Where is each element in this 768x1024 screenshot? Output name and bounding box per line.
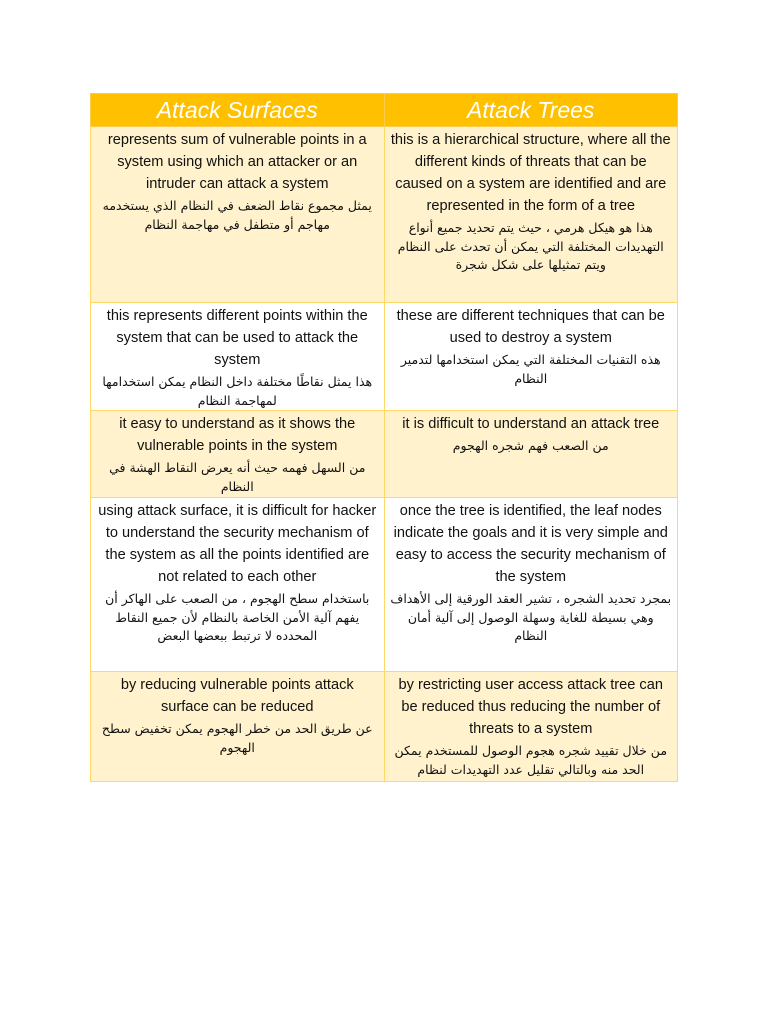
tree-text-en: these are different techniques that can be used to destroy a system bbox=[396, 308, 665, 346]
tree-text-en: it is difficult to understand an attack tree bbox=[402, 416, 660, 432]
tree-text-ar: هذا هو هيكل هرمي ، حيث يتم تحديد جميع أنواع التهديدات المختلفة التي يمكن أن تحدث على النظام ويتم تمثيلها على شكل شجرة bbox=[397, 220, 664, 272]
table-row bbox=[91, 672, 678, 782]
tree-cell bbox=[384, 672, 678, 782]
comparison-table bbox=[90, 93, 678, 782]
surface-cell bbox=[91, 411, 385, 498]
table-row bbox=[91, 498, 678, 672]
surface-cell bbox=[91, 303, 385, 411]
tree-cell bbox=[384, 498, 678, 672]
tree-text-en: this is a hierarchical structure, where all the different kinds of threats that can be caused on a system are identified and are represented in the form of a tree bbox=[390, 132, 671, 214]
surface-cell bbox=[91, 498, 385, 672]
table-row bbox=[91, 411, 678, 498]
surface-text-en: represents sum of vulnerable points in a system using which an attacker or an intruder can attack a system bbox=[107, 132, 367, 192]
tree-text-ar: بمجرد تحديد الشجره ، تشير العقد الورقية إلى الأهداف وهي بسيطة للغاية وسهلة الوصول إلى آلية أمان النظام bbox=[390, 591, 672, 643]
table-row bbox=[91, 303, 678, 411]
surface-text-en: this represents different points within the system that can be used to attack the system bbox=[106, 308, 368, 368]
header-row bbox=[91, 94, 678, 127]
header-attack-trees: Attack Trees bbox=[384, 94, 678, 127]
tree-text-en: by restricting user access attack tree can be reduced thus reducing the number of threats to a system bbox=[398, 677, 663, 737]
surface-text-ar: هذا يمثل نقاطًا مختلفة داخل النظام يمكن استخدامها لمهاجمة النظام bbox=[102, 374, 373, 408]
surface-text-en: using attack surface, it is difficult for hacker to understand the security mechanism of the system as all the points identified are not related to each other bbox=[98, 503, 377, 585]
tree-text-ar: من خلال تقييد شجره هجوم الوصول للمستخدم يمكن الحد منه وبالتالي تقليل عدد التهديدات لنظام bbox=[394, 743, 668, 777]
tree-cell bbox=[384, 303, 678, 411]
surface-cell bbox=[91, 672, 385, 782]
table-row bbox=[91, 127, 678, 303]
surface-text-ar: عن طريق الحد من خطر الهجوم يمكن تخفيض سطح الهجوم bbox=[101, 721, 373, 755]
header-attack-surfaces: Attack Surfaces bbox=[91, 94, 385, 127]
surface-text-ar: باستخدام سطح الهجوم ، من الصعب على الهاكر أن يفهم آلية الأمن الخاصة بالنظام لأن جميع النقاط المحدده لا ترتبط ببعضها البعض bbox=[105, 591, 370, 643]
tree-text-ar: هذه التقنيات المختلفة التي يمكن استخدامها لتدمير النظام bbox=[400, 352, 661, 386]
surface-text-en: by reducing vulnerable points attack surface can be reduced bbox=[120, 677, 354, 715]
tree-text-en: once the tree is identified, the leaf nodes indicate the goals and it is very simple and easy to access the security mechanism of the system bbox=[393, 503, 668, 585]
surface-cell bbox=[91, 127, 385, 303]
surface-text-ar: من السهل فهمه حيث أنه يعرض النقاط الهشة في النظام bbox=[109, 460, 366, 494]
tree-cell bbox=[384, 127, 678, 303]
surface-text-ar: يمثل مجموع نقاط الضعف في النظام الذي يستخدمه مهاجم أو متطفل في مهاجمة النظام bbox=[102, 198, 372, 232]
surface-text-en: it easy to understand as it shows the vulnerable points in the system bbox=[119, 416, 356, 454]
tree-text-ar: من الصعب فهم شجره الهجوم bbox=[452, 438, 609, 453]
tree-cell bbox=[384, 411, 678, 498]
